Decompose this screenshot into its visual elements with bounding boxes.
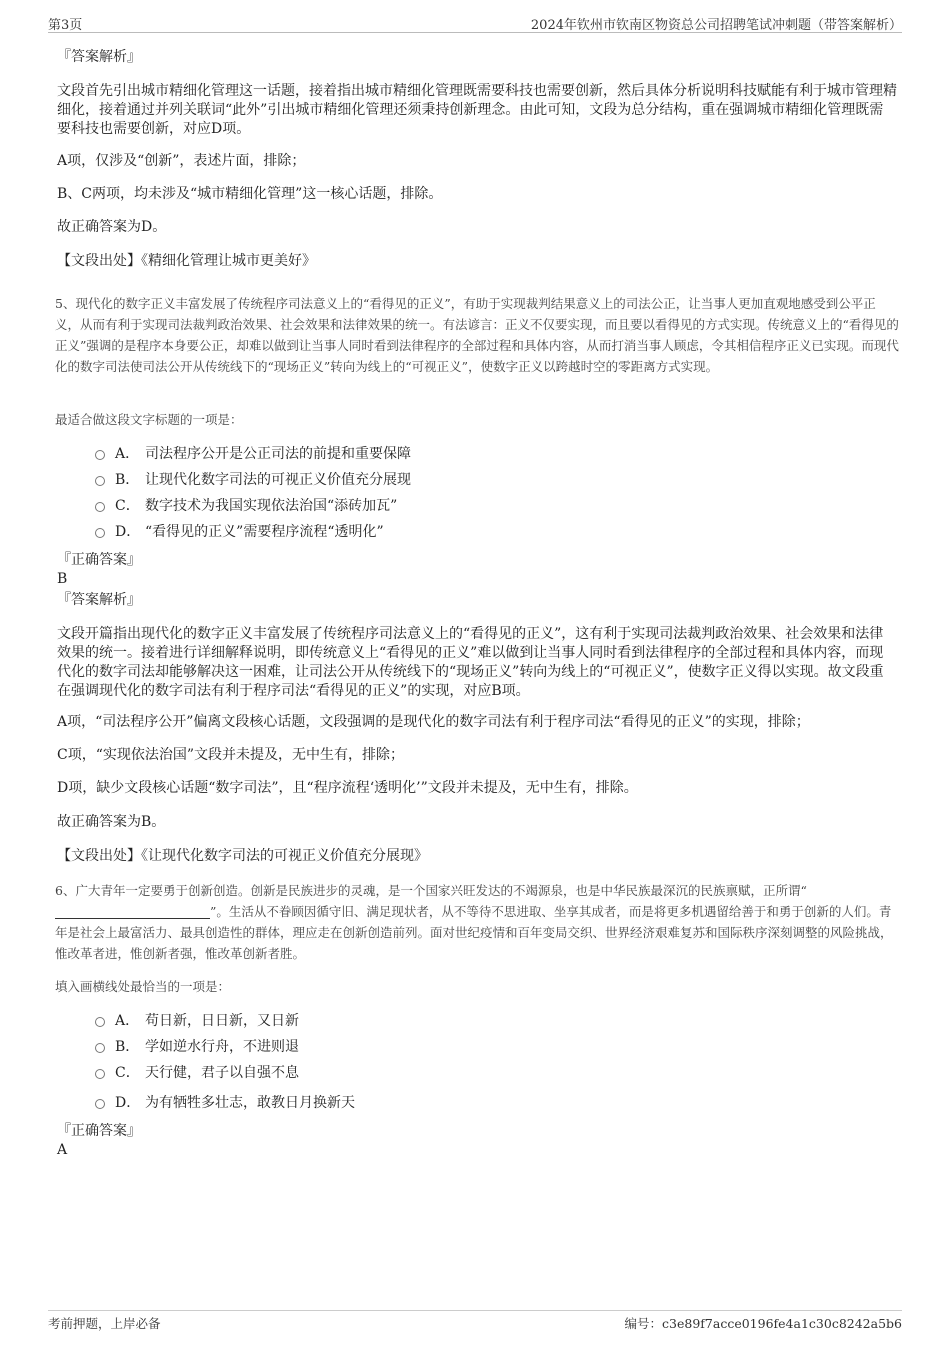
question-6-option-b[interactable]: B． 学如逆水行舟，不进则退: [95, 1037, 299, 1057]
question-5-option-a[interactable]: A． 司法程序公开是公正司法的前提和重要保障: [95, 444, 411, 464]
correct-answer-label-6: 『正确答案』: [57, 1123, 141, 1139]
radio-icon[interactable]: [95, 528, 105, 538]
question-5-prompt: 最适合做这段文字标题的一项是：: [55, 412, 243, 427]
analysis-line-4a: A项，仅涉及“创新”，表述片面，排除；: [57, 153, 306, 169]
question-6-prompt: 填入画横线处最恰当的一项是：: [55, 979, 231, 994]
question-5-stem: 5、现代化的数字正义丰富发展了传统程序司法意义上的“看得见的正义”，有助于实现裁判结果意义上的司法公正，让当事人更加直观地感受到公平正义，从而有利于实现司法裁判政治效果、社会效果和法律效果的统一。有法谚言：正义不仅要实现，而且要以看得见的方式实现。传统意义上的“看得见的正义”强调的是程序本身要公正，却难以做到让当事人同时看到法律程序的全部过程和具体内容，从而打消当事人顾虑，令其相信程序正义已实现。而现代化的数字司法使司法公开从传统线下的“现场正义”转向为线上的“可视正义”，使数字正义以跨越时空的零距离方式实现。: [55, 296, 899, 374]
correct-answer-6: A: [57, 1142, 68, 1158]
radio-icon[interactable]: [95, 502, 105, 512]
analysis-line-5a: A项，“司法程序公开”偏离文段核心话题，文段强调的是现代化的数字司法有利于程序司法“看得见的正义”的实现，排除；: [57, 714, 810, 730]
source-4: 【文段出处】《精细化管理让城市更美好》: [57, 253, 316, 269]
footer-serial: 编号：c3e89f7acce0196fe4a1c30c8242a5b6: [624, 1316, 902, 1331]
analysis-line-5c: C项，“实现依法治国”文段并未提及，无中生有，排除；: [57, 747, 405, 763]
page-number: 第3页: [48, 18, 83, 33]
correct-answer-5: B: [57, 571, 68, 587]
fill-in-blank: [55, 906, 210, 919]
page-footer: [48, 1310, 902, 1331]
analysis-paragraph-4: 文段首先引出城市精细化管理这一话题，接着指出城市精细化管理既需要科技也需要创新，然后具体分析说明科技赋能有利于城市管理精细化，接着通过并列关联词“此外”引出城市精细化管理还须秉持创新理念。由此可知，文段为总分结构，重在强调城市精细化管理既需要科技也需要创新，对应D项。: [57, 83, 897, 137]
question-6-option-a[interactable]: A． 苟日新，日日新，又日新: [95, 1011, 299, 1031]
question-6-option-d[interactable]: D． 为有牺牲多壮志，敢教日月换新天: [95, 1093, 355, 1113]
radio-icon[interactable]: [95, 450, 105, 460]
question-6-stem: 6、广大青年一定要勇于创新创造。创新是民族进步的灵魂，是一个国家兴旺发达的不竭源泉，也是中华民族最深沉的民族禀赋，正所谓“”。生活从不眷顾因循守旧、满足现状者，从不等待不思进取、坐享其成者，而是将更多机遇留给善于和勇于创新的人们。青年是社会上最富活力、最具创造性的群体，理应走在创新创造前列。面对世纪疫情和百年变局交织、世界经济艰难复苏和国际秩序深刻调整的风险挑战，惟改革者进，惟创新者强，惟改革创新者胜。: [55, 883, 893, 961]
question-5-option-d[interactable]: D． “看得见的正义”需要程序流程“透明化”: [95, 522, 384, 542]
radio-icon[interactable]: [95, 1017, 105, 1027]
answer-line-5: 故正确答案为B。: [57, 814, 166, 830]
answer-line-4: 故正确答案为D。: [57, 219, 167, 235]
analysis-paragraph-5: 文段开篇指出现代化的数字正义丰富发展了传统程序司法意义上的“看得见的正义”，这有利于实现司法裁判政治效果、社会效果和法律效果的统一。接着进行详细解释说明，即传统意义上“看得见的正义”难以做到让当事人同时看到法律程序的全部过程和具体内容，而现代化的数字司法却能够解决这一困难，让司法公开从传统线下的“现场正义”转向为线上的“可视正义”，使数字正义得以实现。故文段重在强调现代化的数字司法有利于程序司法“看得见的正义”的实现，对应B项。: [57, 626, 884, 699]
analysis-line-4bc: B、C两项，均未涉及“城市精细化管理”这一核心话题，排除。: [57, 186, 443, 202]
footer-slogan: 考前押题，上岸必备: [48, 1316, 161, 1331]
radio-icon[interactable]: [95, 1069, 105, 1079]
source-5: 【文段出处】《让现代化数字司法的可视正义价值充分展现》: [57, 848, 428, 864]
question-5-option-c[interactable]: C． 数字技术为我国实现依法治国“添砖加瓦”: [95, 496, 397, 516]
analysis-label-4: 『答案解析』: [57, 49, 141, 65]
radio-icon[interactable]: [95, 1043, 105, 1053]
radio-icon[interactable]: [95, 476, 105, 486]
radio-icon[interactable]: [95, 1099, 105, 1109]
analysis-line-5d: D项，缺少文段核心话题“数字司法”，且“程序流程‘透明化’”文段并未提及，无中生有，排除。: [57, 780, 638, 796]
question-6-option-c[interactable]: C． 天行健，君子以自强不息: [95, 1063, 299, 1083]
document-title: 2024年钦州市钦南区物资总公司招聘笔试冲刺题（带答案解析）: [530, 18, 902, 33]
analysis-label-5: 『答案解析』: [57, 592, 141, 608]
question-5-option-b[interactable]: B． 让现代化数字司法的可视正义价值充分展现: [95, 470, 411, 490]
page-header: [48, 12, 902, 33]
correct-answer-label-5: 『正确答案』: [57, 552, 141, 568]
